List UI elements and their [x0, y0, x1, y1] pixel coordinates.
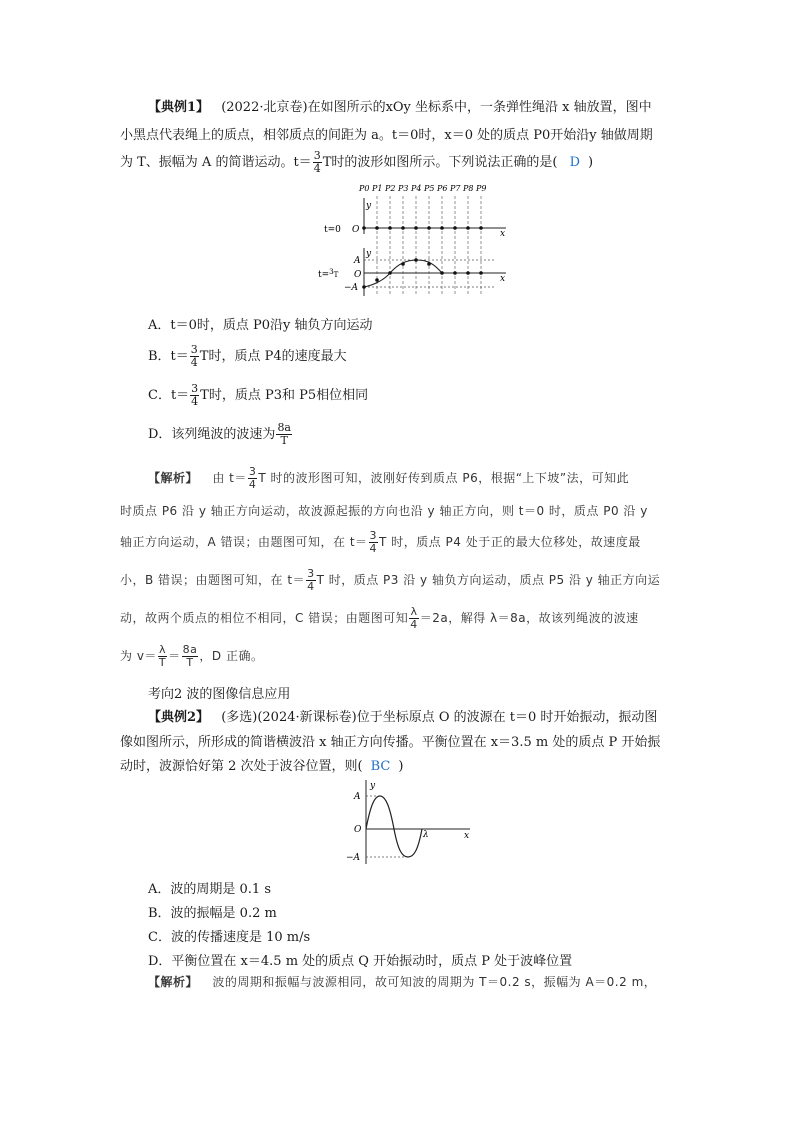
row2-dot	[401, 262, 405, 266]
row1-dot	[401, 226, 405, 230]
row1-origin: O	[352, 225, 360, 235]
example2-line3: 动时，波源恰好第 2 次处于波谷位置，则( BC )	[120, 759, 404, 774]
example1-option-b: B．t＝ $\frac{3}{4}$ T时，质点 P4的速度最大	[148, 343, 347, 369]
row2-dot	[466, 271, 470, 275]
row2-time-label: t=$^3_T$	[318, 268, 339, 280]
example1-stem-line1: 在如图所示的xOy 坐标系中，一条弹性绳沿 x 轴放置，图中	[307, 100, 652, 115]
example2-stem-line2: 像如图所示，所形成的简谐横波沿 x 轴正方向传播。平衡位置在 x＝3.5 m 处的质点 P 开始振	[120, 735, 661, 750]
example1-stem-line2: 小黑点代表绳上的质点，相邻质点的间距为 a。t＝0时，x＝0 处的质点 P0开始沿y 轴做周期	[120, 128, 653, 143]
example1-option-d: D．该列绳波的波速为 $\frac{8a}{T}$	[148, 421, 291, 447]
amp-neg: −A	[346, 853, 361, 863]
example1-stem-line3b: T时的波形如图所示。下列说法正确的是(	[322, 155, 558, 170]
row1-dot	[427, 226, 431, 230]
row1-dot	[362, 226, 366, 230]
point-label: P5	[424, 184, 435, 193]
row2-dot	[479, 271, 483, 275]
y-label: y	[370, 781, 376, 791]
example2-option-a: A．波的周期是 0.1 s	[148, 882, 271, 897]
row2-dot	[440, 271, 444, 275]
row2-dot	[375, 278, 379, 282]
row1-y-label: y	[366, 201, 372, 211]
x-label: x	[464, 831, 470, 841]
row2-amp-neg: −A	[344, 283, 359, 293]
example1-stem-close: )	[588, 155, 594, 170]
row2-dot	[427, 262, 431, 266]
analysis1-line2: 时质点 P6 沿 y 轴正方向运动，故波源起振的方向也沿 y 轴正方向，则 t＝0 时，质点 P0 沿 y	[120, 504, 648, 518]
point-label: P0	[359, 184, 370, 193]
row1-dot	[466, 226, 470, 230]
point-label: P2	[385, 184, 396, 193]
row1-dot	[388, 226, 392, 230]
section2-title: 考向2 波的图像信息应用	[148, 687, 291, 702]
amp-pos: A	[354, 792, 361, 802]
example1-figure	[314, 180, 514, 302]
example1-answer: D	[569, 155, 581, 170]
point-label: P7	[450, 184, 461, 193]
analysis1-line5: 动，故两个质点的相位不相同，C 错误；由题图可知 $\frac{\lambda}{4}$ ＝2a，解得 λ＝8a，故该列绳波的波速	[120, 605, 639, 631]
analysis1-line1: 【解析】 由 t＝ $\frac{3}{4}$ T 时的波形图可知，波刚好传到质点 P6，根据“上下坡”法，可知此	[148, 465, 630, 491]
row2-dot	[388, 271, 392, 275]
row1-x-label: x	[500, 229, 506, 239]
example1-stem-line3a: 为 T、振幅为 A 的简谐运动。t＝	[120, 155, 312, 170]
row1-dot	[375, 226, 379, 230]
row2-dot	[362, 285, 366, 289]
row2-amp-pos: A	[354, 256, 361, 266]
example2-figure	[330, 774, 480, 866]
example1-option-a: A．t＝0时，质点 P0沿y 轴负方向运动	[148, 318, 373, 333]
row1-dot	[479, 226, 483, 230]
row1-dot	[440, 226, 444, 230]
analysis1-line4: 小，B 错误；由题图可知，在 t＝ $\frac{3}{4}$ T 时，质点 P3 沿 y 轴负方向运动，质点 P5 沿 y 轴正方向运	[120, 567, 661, 593]
point-label: P8	[463, 184, 474, 193]
row1-dot	[453, 226, 457, 230]
example2-option-d: D．平衡位置在 x＝4.5 m 处的质点 Q 开始振动时，质点 P 处于波峰位置	[148, 954, 573, 969]
analysis2-tag: 【解析】	[148, 975, 199, 989]
row2-origin: O	[354, 270, 362, 280]
example2-option-b: B．波的振幅是 0.2 m	[148, 906, 277, 921]
analysis2-line1: 【解析】 波的周期和振幅与波源相同，故可知波的周期为 T＝0.2 s，振幅为 A＝0.2 m，	[148, 975, 657, 989]
example2-answer: BC	[370, 759, 391, 774]
analysis1-line3: 轴正方向运动，A 错误；由题图可知，在 t＝ $\frac{3}{4}$ T 时，质点 P4 处于正的最大位移处，故速度最	[120, 529, 641, 555]
fraction-3-4: $\frac{3}{4}$	[313, 149, 321, 175]
row2-y-label: y	[366, 249, 372, 259]
example2-option-c: C．波的传播速度是 10 m/s	[148, 930, 311, 945]
row2-dot	[414, 258, 418, 262]
row2-dot	[453, 271, 457, 275]
vibration-curve	[366, 796, 422, 857]
row1-dot	[414, 226, 418, 230]
row1-time-label: t=0	[324, 225, 341, 235]
analysis1-tag: 【解析】	[148, 471, 199, 485]
example1-option-c: C．t＝ $\frac{3}{4}$ T时，质点 P3和 P5相位相同	[148, 382, 369, 408]
point-label: P9	[476, 184, 487, 193]
example1-source: (2022·北京卷)	[221, 100, 308, 115]
example1-tag: 【典例1】	[148, 100, 210, 115]
example1-line3	[120, 150, 593, 175]
lambda-label: λ	[423, 830, 429, 840]
point-label: P6	[437, 184, 448, 193]
point-label: P1	[372, 184, 383, 193]
example1-line1	[148, 96, 652, 115]
example2-line1: 【典例2】 (多选)(2024·新课标卷)位于坐标原点 O 的波源在 t＝0 时开始振动，振动图	[148, 710, 658, 725]
dashed-gridlines	[377, 196, 481, 294]
row2-x-label: x	[500, 274, 506, 284]
point-labels	[358, 184, 486, 193]
analysis1-line6: 为 v＝ $\frac{\lambda}{T}$ ＝ $\frac{8a}{T}$ ，D 正确。	[120, 643, 264, 669]
example2-tag: 【典例2】	[148, 710, 210, 725]
point-label: P3	[398, 184, 409, 193]
origin: O	[354, 825, 362, 835]
point-label: P4	[411, 184, 422, 193]
